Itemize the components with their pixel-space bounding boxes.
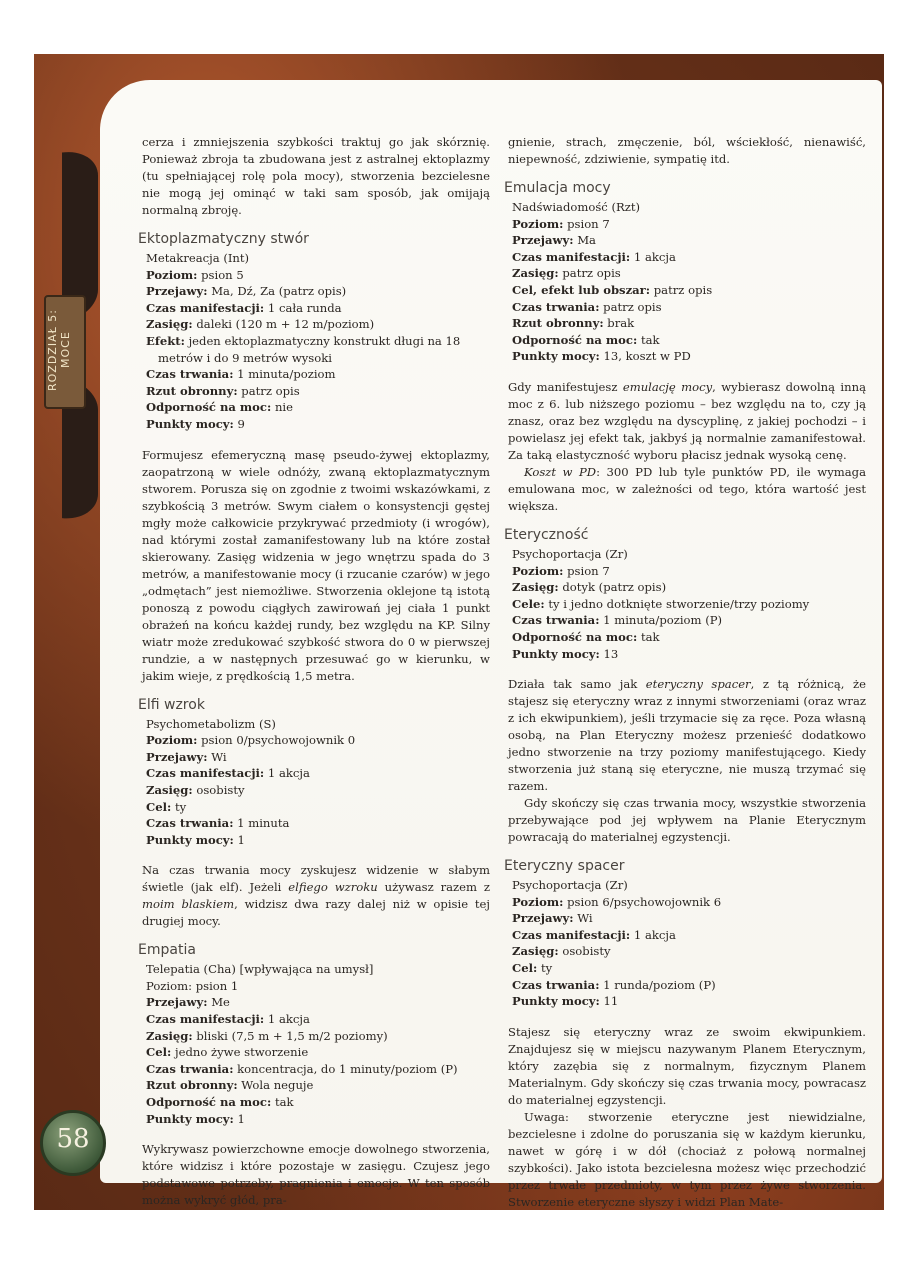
stat-time: Czas manifestacji: 1 akcja: [512, 927, 676, 942]
stat-block-elfi: [142, 716, 490, 849]
power-description-eterycznosc: Działa tak samo jak eteryczny spacer, z tą różnicą, że stajesz się eteryczny wraz z innymi stworzeniami (oraz wraz z ich ekwipunkiem), jeśli trzymacie się za ręce. Poza własną osobą, na Plan Eteryczny możesz przenieść dodatkowo jedno stworzenie na trzy poziomy manifestującego. Kiedy stworzenia już staną się eteryczne, nie muszą trzymać się razem.: [508, 677, 866, 794]
stat-duration: Czas trwania: 1 minuta: [146, 816, 290, 831]
stat-target: Cel: ty: [512, 961, 553, 976]
power-description-emulacja: Gdy manifestujesz emulację mocy, wybierasz dowolną inną moc z 6. lub niższego poziomu – bez względu na to, czy ją znasz, oraz bez względu na dyscyplinę, z jakiej pochodzi – i powielasz jej efekt tak, jakbyś ją normalnie zamanifestował. Za taką elastyczność wyboru płacisz jednak wysoką cenę.: [508, 379, 866, 462]
stat-duration: Czas trwania: 1 minuta/poziom (P): [512, 613, 723, 628]
stat-range: Zasięg: osobisty: [512, 944, 611, 959]
stat-discipline: Telepatia (Cha) [wpływająca na umysł]: [146, 962, 374, 977]
stat-points: Punkty mocy: 13, koszt w PD: [512, 349, 691, 364]
stat-target: Cele: ty i jedno dotknięte stworzenie/trzy poziomy: [512, 596, 810, 611]
stat-resistance: Odporność na moc: tak: [512, 629, 660, 644]
stat-block-spacer: [508, 877, 866, 1010]
stat-range: Zasięg: dotyk (patrz opis): [512, 580, 667, 595]
stat-duration: Czas trwania: 1 minuta/poziom: [146, 367, 336, 382]
stat-level: Poziom: psion 7: [512, 216, 610, 231]
power-title-spacer: Eteryczny spacer: [504, 858, 625, 875]
stat-range: Zasięg: bliski (7,5 m + 1,5 m/2 poziomy): [146, 1028, 388, 1043]
stat-time: Czas manifestacji: 1 cała runda: [146, 300, 342, 315]
power-title-ekto: Ektoplazmatyczny stwór: [138, 231, 309, 247]
stat-save: Rzut obronny: Wola neguje: [146, 1078, 314, 1093]
stat-block-emulacja: [508, 199, 866, 365]
page-number: 58: [56, 1124, 90, 1154]
stat-display: Przejawy: Wi: [146, 749, 227, 764]
stat-discipline: Psychoportacja (Zr): [512, 878, 628, 893]
stat-points: Punkty mocy: 13: [512, 646, 619, 661]
stat-time: Czas manifestacji: 1 akcja: [146, 1012, 310, 1027]
stat-block-eterycznosc: [508, 546, 866, 662]
stat-target: Cel: ty: [146, 799, 187, 814]
stat-discipline: Metakreacja (Int): [146, 251, 250, 265]
intro-paragraph: cerza i zmniejszenia szybkości traktuj go jak skórznię. Ponieważ zbroja ta zbudowana jest z astralnej ektoplazmy (tu spełniającej rolę pola mocy), stworzenia bezcielesne nie mogą jej ominąć w taki sam sposób, jak omijają normalną zbroję.: [142, 135, 490, 217]
power-description-spacer-2: Uwaga: stworzenie eteryczne jest niewidzialne, bezcielesne i zdolne do poruszania się w każdym kierunku, nawet w górę i w dół (chociaż z połową normalnej szybkości). Jako istota bezcielesna możesz więc przechodzić przez trwałe przedmioty, w tym przez żywe stworzenia. Stworzenie eteryczne słyszy i widzi Plan Mate-: [508, 1109, 866, 1209]
stat-block-ekto: [142, 250, 490, 433]
stat-range: Zasięg: osobisty: [146, 782, 245, 797]
left-column: [138, 134, 491, 1209]
stat-points: Punkty mocy: 11: [512, 994, 619, 1009]
stat-display: Przejawy: Ma, Dź, Za (patrz opis): [146, 284, 347, 299]
power-title-emulacja: Emulacja mocy: [504, 180, 611, 196]
stat-time: Czas manifestacji: 1 akcja: [512, 249, 676, 264]
stat-level: Poziom: psion 1: [146, 978, 239, 993]
stat-level: Poziom: psion 0/psychowojownik 0: [146, 733, 356, 748]
stat-discipline: Nadświadomość (Rzt): [512, 200, 641, 214]
stat-duration: Czas trwania: 1 runda/poziom (P): [512, 977, 716, 992]
continued-paragraph: gnienie, strach, zmęczenie, ból, wściekłość, nienawiść, niepewność, zdziwienie, sympatię itd.: [508, 135, 866, 166]
power-description-elfi: Na czas trwania mocy zyskujesz widzenie w słabym świetle (jak elf). Jeżeli elfiego wzroku używasz razem z moim blaskiem, widzisz dwa razy dalej niż w opisie tej drugiej mocy.: [142, 863, 491, 929]
stat-points: Punkty mocy: 1: [146, 1111, 245, 1126]
stat-resistance: Odporność na moc: tak: [512, 332, 660, 347]
stat-display: Przejawy: Me: [146, 995, 230, 1010]
stat-duration: Czas trwania: patrz opis: [512, 299, 662, 314]
stat-display: Przejawy: Ma: [512, 233, 596, 248]
stat-block-empatia: [142, 961, 490, 1127]
stat-level: Poziom: psion 7: [512, 563, 610, 578]
stat-target: Cel: jedno żywe stworzenie: [146, 1045, 309, 1060]
stat-level: Poziom: psion 5: [146, 267, 244, 282]
power-title-eterycznosc: Eteryczność: [504, 526, 589, 543]
stat-discipline: Psychoportacja (Zr): [512, 546, 628, 561]
right-column: [504, 134, 866, 1211]
stat-range: Zasięg: daleki (120 m + 12 m/poziom): [146, 317, 375, 332]
stat-save: Rzut obronny: patrz opis: [146, 383, 300, 398]
stat-time: Czas manifestacji: 1 akcja: [146, 766, 310, 781]
power-title-elfi: Elfi wzrok: [138, 696, 205, 713]
chapter-tab-label: ROZDZIAŁ 5: MOCE: [46, 309, 72, 391]
stat-effect: Efekt: jeden ektoplazmatyczny konstrukt długi na 18 metrów i do 9 metrów wysoki: [146, 333, 461, 365]
stat-points: Punkty mocy: 1: [146, 832, 245, 847]
power-description-ekto: Formujesz efemeryczną masę pseudo-żywej ektoplazmy, zaopatrzoną w wiele odnóży, zwaną ektoplazmatycznym stworem. Porusza się on zgodnie z twoimi wskazówkami, z szybkością 3 metrów. Swym ciałem o konsystencji gęstej mgły może całkowicie przykrywać przedmioty (i wrogów), nad którymi został zamanifestowany lub na które został skierowany. Zasięg widzenia w jego wnętrzu spada do 3 metrów, a manifestowanie mocy (i rzucanie czarów) w jego „odmętach” jest niemożliwe. Stworzenia oklejone tą istotą ponoszą z powodu ciągłych zawirowań jej ciała 1 punkt obrażeń na końcu każdej rundy, bez względu na KP. Silny wiatr może zredukować szybkość stwora do 0 w pierwszej rundzie, a w następnych przesuwać go w kierunku, w jakim wieje, z prędkością 1,5 metra.: [142, 447, 490, 683]
power-description-spacer: Stajesz się eteryczny wraz ze swoim ekwipunkiem. Znajdujesz się w miejscu nazywanym Planem Eterycznym, który zazębia się z normalnym, fizycznym Planem Materialnym. Gdy skończy się czas trwania mocy, powracasz do materialnej egzystencji.: [508, 1024, 866, 1107]
power-description-empatia: Wykrywasz powierzchowne emocje dowolnego stworzenia, które widzisz i które pozostaje w zasięgu. Czujesz jego podstawowe potrzeby, pragnienia i emocje. W ten sposób można wykryć głód, pra-: [142, 1142, 490, 1208]
stat-target: Cel, efekt lub obszar: patrz opis: [512, 282, 713, 297]
power-title-empatia: Empatia: [138, 942, 196, 959]
stat-duration: Czas trwania: koncentracja, do 1 minuty/poziom (P): [146, 1061, 458, 1076]
xp-cost-paragraph: Koszt w PD: 300 PD lub tyle punktów PD, ile wymaga emulowana moc, w zależności od tego, która wartość jest większa.: [508, 464, 866, 513]
stat-save: Rzut obronny: brak: [512, 316, 635, 331]
stat-level: Poziom: psion 6/psychowojownik 6: [512, 894, 722, 909]
power-description-eterycznosc-2: Gdy skończy się czas trwania mocy, wszystkie stworzenia przebywające pod jej wpływem na Planie Eterycznym powracają do materialnej egzystencji.: [508, 796, 866, 845]
stat-resistance: Odporność na moc: tak: [146, 1095, 294, 1110]
stat-display: Przejawy: Wi: [512, 911, 593, 926]
stat-points: Punkty mocy: 9: [146, 416, 245, 431]
stat-range: Zasięg: patrz opis: [512, 266, 621, 281]
stat-resistance: Odporność na moc: nie: [146, 400, 293, 415]
stat-discipline: Psychometabolizm (S): [146, 716, 276, 731]
